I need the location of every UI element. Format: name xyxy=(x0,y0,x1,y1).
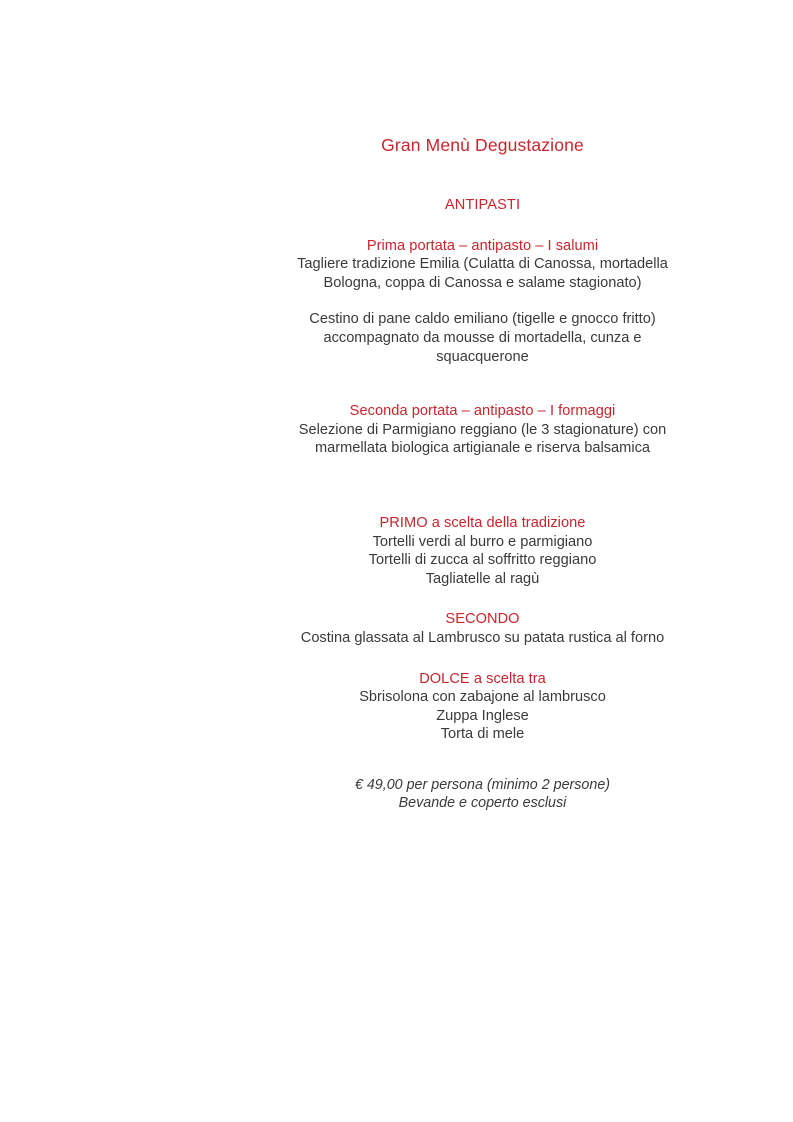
spacer xyxy=(272,458,693,514)
dish-line: Torta di mele xyxy=(440,726,525,743)
spacer xyxy=(272,588,693,610)
dish-line: Tagliatelle al ragù xyxy=(425,570,540,587)
spacer xyxy=(272,744,693,776)
section-heading-antipasti: ANTIPASTI xyxy=(444,197,521,213)
course-heading-seconda-portata: Seconda portata – antipasto – I formaggi xyxy=(349,403,616,420)
dish-block-tagliere xyxy=(272,255,693,292)
spacer xyxy=(272,292,693,310)
dish-line: Zuppa Inglese xyxy=(436,707,529,724)
dish-line: Cestino di pane caldo emiliano (tigelle e gnocco fritto) xyxy=(309,311,656,328)
dish-block-dolce xyxy=(272,688,693,744)
dish-block-parmigiano xyxy=(272,421,693,458)
dish-line: Costina glassata al Lambrusco su patata rustica al forno xyxy=(300,629,665,646)
spacer xyxy=(272,156,693,196)
spacer xyxy=(272,648,693,670)
dish-line: Bologna, coppa di Canossa e salame stagionato) xyxy=(323,274,642,291)
page-title: Gran Menù Degustazione xyxy=(381,135,584,155)
course-heading-dolce: DOLCE a scelta tra xyxy=(419,670,546,687)
dish-line: marmellata biologica artigianale e riserva balsamica xyxy=(314,440,650,457)
dish-line: Sbrisolona con zabajone al lambrusco xyxy=(359,689,606,706)
course-group-dolce xyxy=(272,670,693,744)
price-footer xyxy=(272,776,693,813)
dish-block-cestino xyxy=(272,310,693,366)
course-group-secondo xyxy=(272,610,693,647)
dish-line: Tortelli di zucca al soffritto reggiano xyxy=(368,552,597,569)
price-exclusions-note: Bevande e coperto esclusi xyxy=(398,795,567,812)
dish-line: Tagliere tradizione Emilia (Culatta di Canossa, mortadella xyxy=(297,256,668,273)
dish-line: squacquerone xyxy=(436,348,529,365)
menu-content-column xyxy=(272,134,693,813)
dish-line: Tortelli verdi al burro e parmigiano xyxy=(372,533,593,550)
course-heading-secondo: SECONDO xyxy=(445,611,520,628)
course-group-salumi xyxy=(272,237,693,293)
dish-block-primo xyxy=(272,533,693,589)
spacer xyxy=(272,366,693,402)
spacer xyxy=(272,215,693,237)
course-heading-primo: PRIMO a scelta della tradizione xyxy=(379,514,586,531)
course-group-formaggi xyxy=(272,402,693,458)
dish-block-secondo xyxy=(272,629,693,648)
course-group-primo xyxy=(272,514,693,588)
dish-line: accompagnato da mousse di mortadella, cunza e xyxy=(323,329,642,346)
dish-line: Selezione di Parmigiano reggiano (le 3 stagionature) con xyxy=(298,421,667,438)
price-per-person: € 49,00 per persona (minimo 2 persone) xyxy=(354,776,611,793)
course-heading-prima-portata: Prima portata – antipasto – I salumi xyxy=(366,237,599,254)
